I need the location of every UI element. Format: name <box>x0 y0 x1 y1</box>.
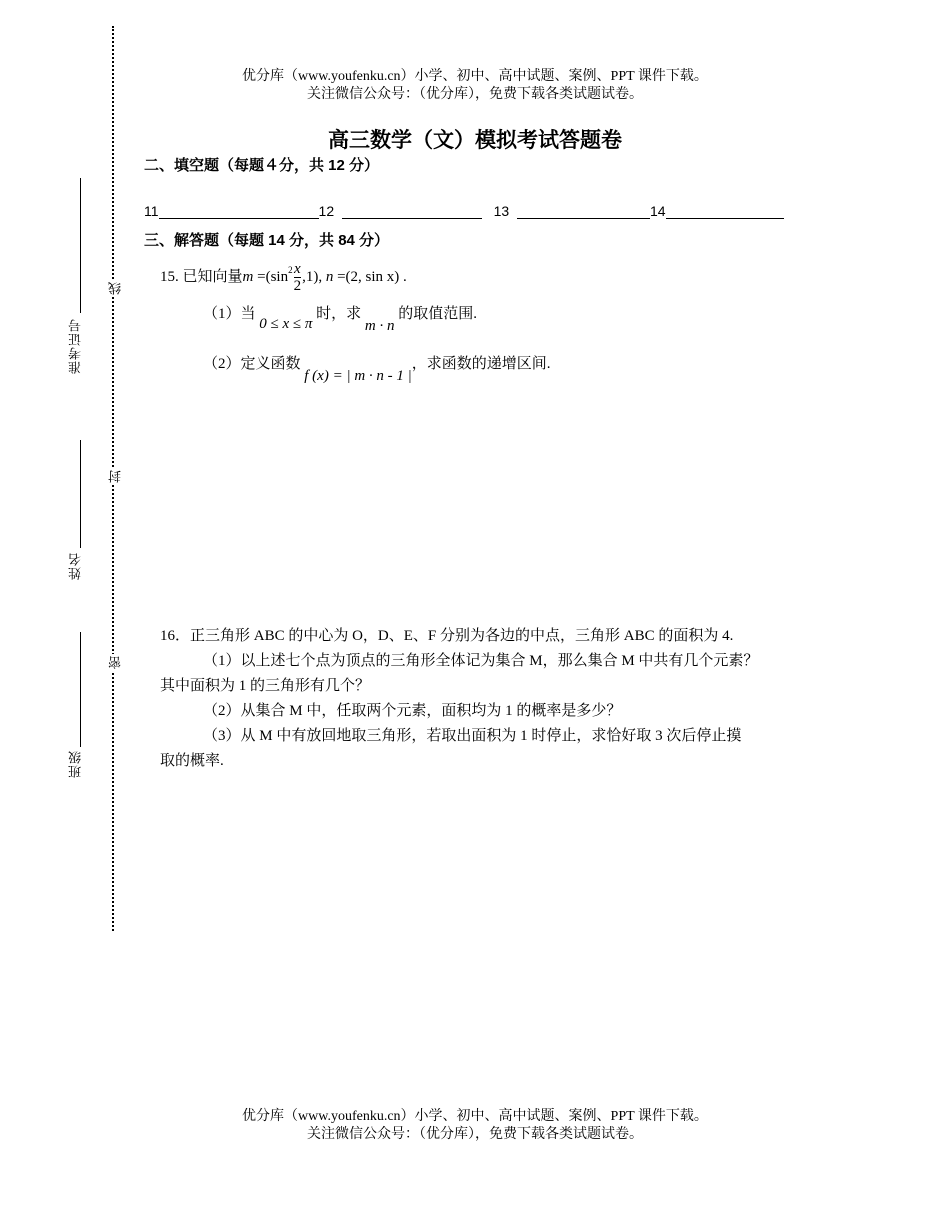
footer-line-2: 关注微信公众号：（优分库），免费下载各类试题试卷。 <box>307 1127 643 1142</box>
seal-mi-char: 密 <box>108 656 123 669</box>
answer-blank-13[interactable] <box>517 204 650 219</box>
name-underline <box>80 440 81 548</box>
q15-frac-den: 2 <box>293 278 302 295</box>
q15-part1 <box>203 302 478 334</box>
q15-p1-condition: 0 ≤ x ≤ π <box>259 316 313 332</box>
name-label: 姓名 <box>68 552 83 580</box>
fill-blank-row <box>144 203 784 219</box>
answer-blank-12[interactable] <box>342 204 482 219</box>
q15-eq1-tail: ,1), <box>302 269 326 285</box>
exam-id-underline <box>80 178 81 313</box>
q15-p2-function: f (x) = | m · n - 1 | <box>304 368 412 384</box>
footer-line-1: 优分库（www.youfenku.cn）小学、初中、高中试题、案例、PPT 课件下载。 <box>242 1109 708 1124</box>
q15-number: 15. <box>160 269 179 285</box>
q15-eq1: =(sin <box>253 269 289 285</box>
blank-label-14: 14 <box>649 203 666 219</box>
q15-stem <box>160 258 407 294</box>
class-label: 班级 <box>68 750 83 778</box>
answer-blank-11[interactable] <box>159 204 319 219</box>
seal-feng-char: 封 <box>108 470 123 483</box>
header-line-1: 优分库（www.youfenku.cn）小学、初中、高中试题、案例、PPT 课件下载。 <box>242 69 708 84</box>
page-title: 高三数学（文）模拟考试答题卷 <box>328 129 622 152</box>
blank-label-11: 11 <box>144 203 159 219</box>
q15-sup2: 2 <box>288 265 293 275</box>
class-underline <box>80 632 81 747</box>
exam-id-label: 准考证号 <box>68 318 83 374</box>
q15-p2-suffix: ，求函数的递增区间. <box>411 356 551 372</box>
blank-label-13: 13 <box>493 203 510 219</box>
q16-line-2: （1）以上述七个点为顶点的三角形全体记为集合 M，那么集合 M 中共有几个元素？ <box>203 653 759 669</box>
q15-eq2: =(2, sin x) . <box>333 269 407 285</box>
seal-line-char: 线 <box>108 282 123 295</box>
q16-line-4: （2）从集合 M 中，任取两个元素，面积均为 1 的概率是多少？ <box>203 703 622 719</box>
q15-p1-expression: m · n <box>364 318 395 334</box>
q15-p1-suffix: 的取值范围. <box>398 306 478 322</box>
q15-vector-m: m <box>242 269 254 285</box>
q15-vector-n: n <box>325 269 334 285</box>
blank-label-12: 12 <box>318 203 335 219</box>
q15-fraction <box>294 261 302 294</box>
q16-line-6: 取的概率. <box>160 753 224 769</box>
answer-blank-14[interactable] <box>666 204 784 219</box>
header-line-2: 关注微信公众号：（优分库），免费下载各类试题试卷。 <box>307 87 643 102</box>
q15-p1-mid: 时，求 <box>316 306 362 322</box>
q15-intro: 已知向量 <box>182 269 243 285</box>
q16-line-5: （3）从 M 中有放回地取三角形，若取出面积为 1 时停止，求恰好取 3 次后停止摸 <box>203 728 742 744</box>
q15-p2-prefix: （2）定义函数 <box>203 356 301 372</box>
q15-frac-num: x <box>293 261 301 278</box>
q15-part2 <box>203 352 551 384</box>
q16-line-3: 其中面积为 1 的三角形有几个？ <box>160 678 371 694</box>
q15-p1-prefix: （1）当 <box>203 306 256 322</box>
section3-heading: 三、解答题（每题 14 分，共 84 分） <box>144 232 390 249</box>
section2-heading: 二、填空题（每题４分，共 12 分） <box>144 157 380 174</box>
q16-line-1: 16．正三角形 ABC 的中心为 O，D、E、F 分别为各边的中点，三角形 ABC 的面积为 4. <box>160 628 734 644</box>
